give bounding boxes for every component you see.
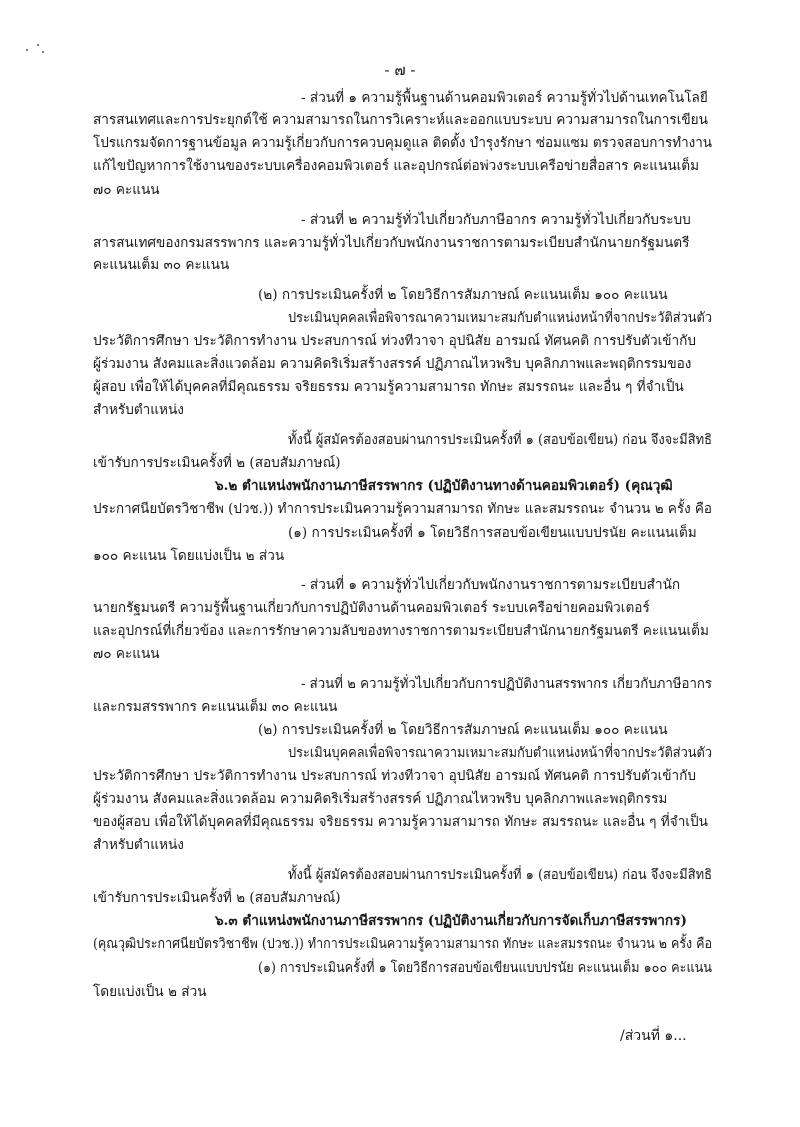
text-line: สำหรับตำแหน่ง bbox=[93, 837, 184, 853]
text-line: ผู้สอบ เพื่อให้ได้บุคคลที่มีคุณธรรม จริยธรรม ความรู้ความสามารถ ทักษะ สมรรถนะ และอื่น ๆ ที่จำเป็น bbox=[93, 379, 684, 395]
text-line: เข้ารับการประเมินครั้งที่ ๒ (สอบสัมภาษณ์) bbox=[93, 455, 341, 471]
scan-speck bbox=[42, 51, 44, 53]
text-line: คะแนนเต็ม ๓๐ คะแนน bbox=[93, 257, 230, 273]
text-line: ๑๐๐ คะแนน โดยแบ่งเป็น ๒ ส่วน bbox=[93, 548, 285, 564]
text-line: (๒) การประเมินครั้งที่ ๒ โดยวิธีการสัมภาษณ์ คะแนนเต็ม ๑๐๐ คะแนน bbox=[258, 287, 668, 303]
section-heading: ๖.๒ ตำแหน่งพนักงานภาษีสรรพากร (ปฏิบัติงานทางด้านคอมพิวเตอร์) (คุณวุฒิ bbox=[215, 478, 673, 494]
text-line: ทั้งนี้ ผู้สมัครต้องสอบผ่านการประเมินครั้งที่ ๑ (สอบข้อเขียน) ก่อน จึงจะมีสิทธิ bbox=[288, 432, 712, 448]
scan-speck bbox=[37, 44, 39, 46]
text-line: (๑) การประเมินครั้งที่ ๑ โดยวิธีการสอบข้อเขียนแบบปรนัย คะแนนเต็ม ๑๐๐ คะแนน bbox=[258, 960, 712, 976]
text-line: สารสนเทศของกรมสรรพากร และความรู้ทั่วไปเกี่ยวกับพนักงานราชการตามระเบียบสำนักนายกรัฐมนตรี bbox=[93, 235, 690, 251]
page-number: - ๗ - bbox=[384, 61, 416, 79]
text-line: นายกรัฐมนตรี ความรู้พื้นฐานเกี่ยวกับการปฏิบัติงานด้านคอมพิวเตอร์ ระบบเครือข่ายคอมพิวเตอร์ bbox=[93, 600, 650, 616]
text-line: โปรแกรมจัดการฐานข้อมูล ความรู้เกี่ยวกับการควบคุมดูแล ติดตั้ง บำรุงรักษา ซ่อมแซม ตรวจสอบการทำงาน bbox=[93, 135, 713, 151]
text-line: - ส่วนที่ ๒ ความรู้ทั่วไปเกี่ยวกับการปฏิบัติงานสรรพากร เกี่ยวกับภาษีอากร bbox=[301, 676, 713, 692]
text-line: และอุปกรณ์ที่เกี่ยวข้อง และการรักษาความลับของทางราชการตามระเบียบสำนักนายกรัฐมนตรี คะแนนเต็ม bbox=[93, 623, 709, 639]
text-line: ๗๐ คะแนน bbox=[93, 646, 160, 662]
text-line: (คุณวุฒิประกาศนียบัตรวิชาชีพ (ปวช.)) ทำการประเมินความรู้ความสามารถ ทักษะ และสมรรถนะ จำนวน ๒ ครั้ง คือ bbox=[93, 936, 713, 952]
text-line: - ส่วนที่ ๒ ความรู้ทั่วไปเกี่ยวกับภาษีอากร ความรู้ทั่วไปเกี่ยวกับระบบ bbox=[301, 212, 691, 228]
text-line: โดยแบ่งเป็น ๒ ส่วน bbox=[93, 984, 207, 1000]
text-line: แก้ไขปัญหาการใช้งานของระบบเครื่องคอมพิวเตอร์ และอุปกรณ์ต่อพ่วงระบบเครือข่ายสื่อสาร คะแนนเต็ม bbox=[93, 158, 700, 174]
text-line: (๑) การประเมินครั้งที่ ๑ โดยวิธีการสอบข้อเขียนแบบปรนัย คะแนนเต็ม bbox=[288, 525, 697, 541]
text-line: ของผู้สอบ เพื่อให้ได้บุคคลที่มีคุณธรรม จริยธรรม ความรู้ความสามารถ ทักษะ สมรรถนะ และอื่น ๆ ที่จำเป็น bbox=[93, 814, 708, 830]
text-line: และกรมสรรพากร คะแนนเต็ม ๓๐ คะแนน bbox=[93, 699, 338, 715]
text-line: เข้ารับการประเมินครั้งที่ ๒ (สอบสัมภาษณ์) bbox=[93, 890, 341, 906]
text-line: - ส่วนที่ ๑ ความรู้ทั่วไปเกี่ยวกับพนักงานราชการตามระเบียบสำนัก bbox=[301, 577, 681, 593]
text-line: ประวัติการศึกษา ประวัติการทำงาน ประสบการณ์ ท่วงทีวาจา อุปนิสัย อารมณ์ ทัศนคติ การปรับตัวเข้ากับ bbox=[93, 768, 697, 784]
text-line: ผู้ร่วมงาน สังคมและสิ่งแวดล้อม ความคิดริเริ่มสร้างสรรค์ ปฏิภาณไหวพริบ บุคลิกภาพและพฤติกรรมของ bbox=[93, 356, 692, 372]
text-line: - ส่วนที่ ๑ ความรู้พื้นฐานด้านคอมพิวเตอร์ ความรู้ทั่วไปด้านเทคโนโลยี bbox=[301, 90, 708, 106]
text-line: ๗๐ คะแนน bbox=[93, 182, 160, 198]
page-continuation: /ส่วนที่ ๑... bbox=[620, 1028, 687, 1044]
text-line: ประกาศนียบัตรวิชาชีพ (ปวช.)) ทำการประเมินความรู้ความสามารถ ทักษะ และสมรรถนะ จำนวน ๒ ครั้ง คือ bbox=[93, 501, 713, 517]
text-line: สารสนเทศและการประยุกต์ใช้ ความสามารถในการวิเคราะห์และออกแบบระบบ ความสามารถในการเขียน bbox=[93, 112, 708, 128]
section-heading: ๖.๓ ตำแหน่งพนักงานภาษีสรรพากร (ปฏิบัติงานเกี่ยวกับการจัดเก็บภาษีสรรพากร) bbox=[215, 913, 687, 929]
text-line: (๒) การประเมินครั้งที่ ๒ โดยวิธีการสัมภาษณ์ คะแนนเต็ม ๑๐๐ คะแนน bbox=[258, 722, 668, 738]
text-line: ประเมินบุคคลเพื่อพิจารณาความเหมาะสมกับตำแหน่งหน้าที่จากประวัติส่วนตัว bbox=[288, 745, 713, 761]
text-line: สำหรับตำแหน่ง bbox=[93, 402, 184, 418]
scan-speck bbox=[26, 49, 28, 51]
text-line: ประเมินบุคคลเพื่อพิจารณาความเหมาะสมกับตำแหน่งหน้าที่จากประวัติส่วนตัว bbox=[288, 310, 713, 326]
text-line: ทั้งนี้ ผู้สมัครต้องสอบผ่านการประเมินครั้งที่ ๑ (สอบข้อเขียน) ก่อน จึงจะมีสิทธิ bbox=[288, 867, 712, 883]
text-line: ผู้ร่วมงาน สังคมและสิ่งแวดล้อม ความคิดริเริ่มสร้างสรรค์ ปฏิภาณไหวพริบ บุคลิกภาพและพฤติกรรม bbox=[93, 791, 668, 807]
text-line: ประวัติการศึกษา ประวัติการทำงาน ประสบการณ์ ท่วงทีวาจา อุปนิสัย อารมณ์ ทัศนคติ การปรับตัวเข้ากับ bbox=[93, 333, 697, 349]
